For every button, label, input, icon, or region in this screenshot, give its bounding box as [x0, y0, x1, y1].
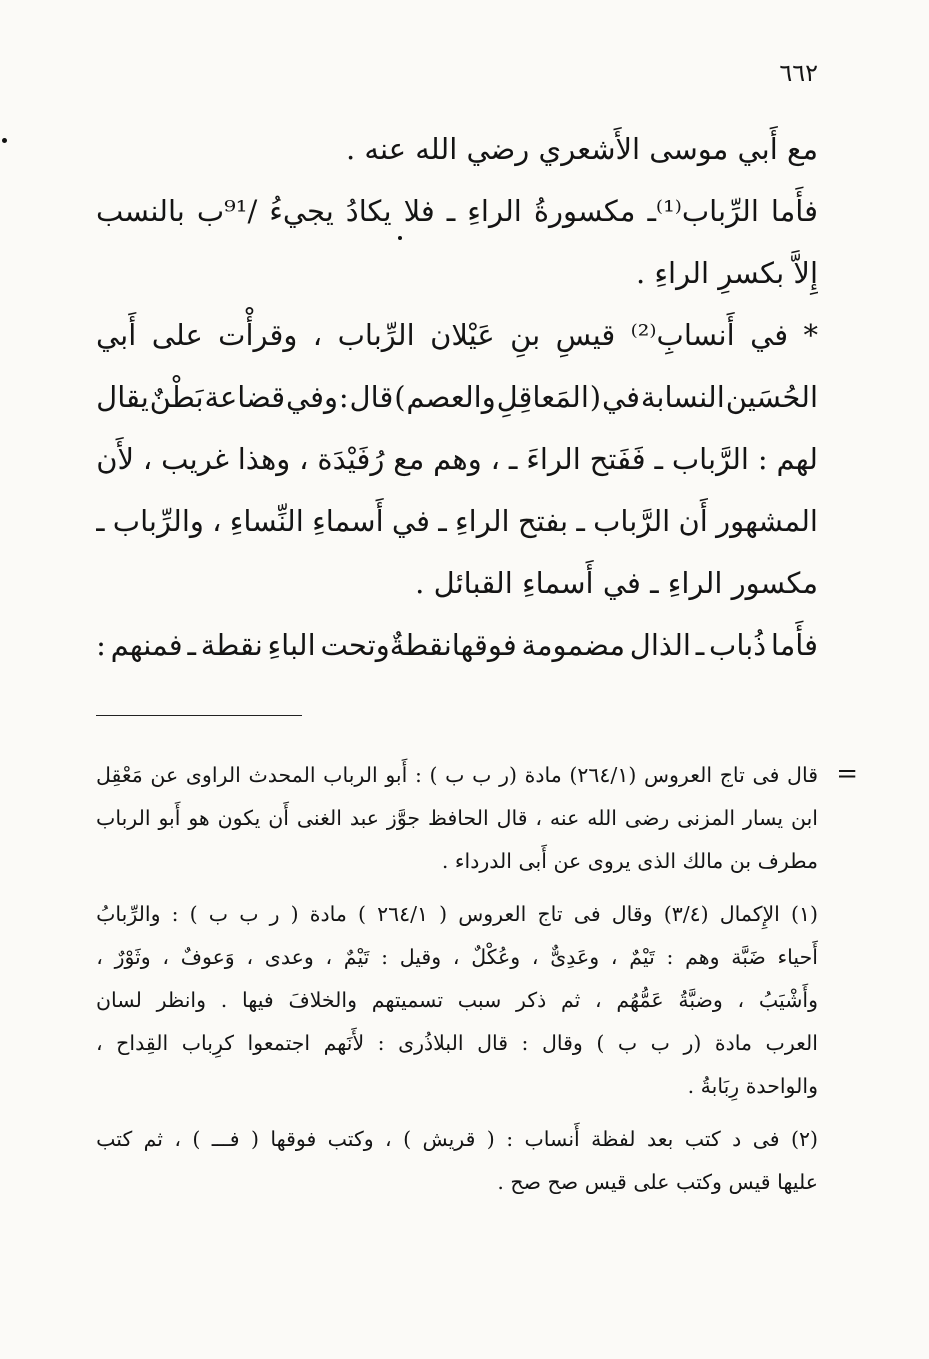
word: : — [381, 944, 388, 969]
word: ـ — [695, 628, 705, 662]
word: (ر — [499, 762, 517, 787]
word: (٢) — [790, 1126, 818, 1151]
word: . — [220, 987, 228, 1012]
word: ، — [452, 944, 460, 969]
word: ـ — [576, 504, 585, 538]
word: وهم — [433, 442, 482, 476]
word: ، — [212, 504, 222, 538]
word: الحافظ — [427, 805, 489, 830]
word: ـ — [446, 194, 456, 228]
main-line — [96, 304, 818, 366]
word: كتب — [96, 1126, 133, 1151]
word: يقال — [96, 380, 149, 414]
word: والرِّبابُ — [96, 901, 161, 926]
word: ـ — [508, 442, 518, 476]
word: المَعاقِلِ — [496, 380, 589, 414]
word: : — [414, 762, 422, 787]
word: فمنهم — [110, 628, 183, 662]
word: ، — [535, 805, 543, 830]
word: مادة — [309, 901, 347, 926]
word: وقيل — [399, 944, 442, 969]
word: عن — [150, 762, 179, 787]
word: * — [803, 318, 818, 352]
word: الرباب — [323, 762, 378, 787]
word: فى — [752, 1126, 780, 1151]
main-line: مع أَبي موسى الأَشعري رضي الله عنه . — [345, 132, 818, 166]
word: الراءَ — [526, 442, 581, 476]
word: ٢٦٤/١ — [377, 901, 429, 926]
word: ، — [737, 987, 745, 1012]
word: أَحياء — [777, 944, 818, 969]
word: فـــ — [211, 1126, 240, 1151]
book-page — [96, 58, 858, 1338]
word: ب — [472, 762, 492, 787]
word: في — [601, 380, 640, 414]
word: النِّساءِ — [229, 504, 304, 538]
word: سبب — [457, 987, 502, 1012]
word: بنِ — [510, 318, 541, 352]
word: يكادُ — [345, 194, 392, 228]
word: ، — [96, 1030, 103, 1055]
main-line — [96, 180, 818, 242]
word: أَن — [268, 805, 289, 830]
word: العرب — [765, 1030, 818, 1055]
word: فأَما — [770, 628, 818, 662]
word: ذكر — [516, 987, 547, 1012]
word: عنه — [549, 805, 580, 830]
word: : — [377, 1030, 385, 1055]
word: ، — [312, 318, 323, 352]
word: ، — [142, 442, 153, 476]
word: تَيْمٌ — [629, 944, 655, 969]
word: مكسورةُ — [533, 194, 636, 228]
word: : — [506, 1126, 514, 1151]
footnote-line — [96, 1021, 818, 1064]
main-line — [96, 490, 818, 552]
word: أَبو — [385, 762, 408, 787]
word: ب — [445, 762, 465, 787]
word: وانظر — [156, 987, 207, 1012]
word: ب — [208, 901, 229, 926]
word: ، — [610, 944, 618, 969]
word: ، — [299, 442, 309, 476]
word: الراءِ — [467, 194, 522, 228]
word: ب — [617, 1030, 638, 1055]
word: في — [750, 318, 789, 352]
word: أَبو — [158, 805, 181, 830]
word: النسابة — [640, 380, 725, 414]
word: ) — [403, 1126, 412, 1151]
word: بفتح — [517, 504, 569, 538]
word: رُفَيْدَة — [317, 442, 385, 476]
word: وثَوْرٌ — [114, 944, 151, 969]
word: والرِّباب — [112, 504, 204, 538]
word: الرِّباب — [337, 318, 415, 352]
word: ، — [96, 944, 103, 969]
main-text — [96, 118, 818, 676]
word: يجيءُ — [269, 194, 334, 228]
main-line: مكسور الراءِ ـ في أَسماءِ القبائل . — [415, 566, 818, 600]
footnote-line — [96, 935, 818, 978]
word: يكون — [217, 805, 261, 830]
word: ، — [174, 1126, 181, 1151]
main-line — [96, 366, 818, 428]
word: الرَّباب — [593, 504, 671, 538]
word: وعدى — [264, 944, 314, 969]
word: والخلافَ — [288, 987, 357, 1012]
word: لهم — [776, 442, 818, 476]
word: ـ — [96, 504, 105, 538]
word: وقال — [611, 901, 653, 926]
word: ب — [239, 901, 259, 926]
margin-dot — [2, 138, 7, 143]
word: قال — [496, 805, 528, 830]
word: قال — [349, 380, 394, 414]
word: المشهور — [716, 504, 818, 538]
word: تاج — [719, 762, 745, 787]
word: ابن — [790, 805, 818, 830]
page-number: ٦٦٢ — [779, 59, 818, 87]
word: نقطة — [200, 628, 263, 662]
word: ضَبَّة — [731, 944, 766, 969]
word: المزنى — [677, 805, 736, 830]
word: مع — [393, 442, 425, 476]
word: المحدث — [248, 762, 316, 787]
word: وعَدِىٌّ — [550, 944, 600, 969]
word: ثم — [143, 1126, 163, 1151]
word: يسار — [742, 805, 784, 830]
word: الذال — [629, 628, 691, 662]
word: وكتب — [327, 1126, 374, 1151]
word: د — [732, 1126, 742, 1151]
word: قريش — [422, 1126, 476, 1151]
word: مادة — [714, 1030, 753, 1055]
word: ، — [595, 987, 602, 1012]
word: جوَّز — [386, 805, 421, 830]
word: عَيْلان — [430, 318, 495, 352]
word: ) — [357, 901, 366, 926]
word: /⁹¹ب — [196, 194, 258, 228]
word: ب — [650, 1030, 670, 1055]
word: وأَشْيَبُ — [758, 987, 818, 1012]
word: بَطْنٌ — [149, 380, 204, 414]
footnote-line: والواحدة رِبَابةُ . — [687, 1073, 818, 1098]
word: مادة — [524, 762, 562, 787]
word: ( — [439, 901, 448, 926]
footnotes — [96, 753, 858, 1203]
footnote-line — [96, 753, 818, 796]
word: : — [521, 1030, 529, 1055]
word: قال — [787, 762, 818, 787]
word: ، — [385, 1126, 392, 1151]
word: قضاعة — [204, 380, 286, 414]
word: ـ — [654, 442, 664, 476]
word: تسميتهم — [371, 987, 444, 1012]
word: العروس — [458, 901, 527, 926]
word: وَعوفٌ — [180, 944, 235, 969]
word: أَسماءِ — [312, 504, 384, 538]
word: الرباب — [96, 805, 151, 830]
footnote-divider — [96, 715, 302, 716]
word: : — [338, 380, 349, 414]
word: الإِكمال — [719, 901, 780, 926]
word: ( — [290, 901, 299, 926]
word: فوقهانقطةٌوتحت — [320, 628, 517, 662]
word: الراءِ — [455, 504, 510, 538]
word: فَفَتح — [589, 442, 646, 476]
word: لفظة — [591, 1126, 636, 1151]
word: وقرأْت — [218, 318, 298, 352]
word: قال — [477, 1030, 509, 1055]
word: : — [666, 944, 674, 969]
word: الله — [587, 805, 617, 830]
word: فأَما — [770, 194, 818, 228]
word: : — [757, 442, 768, 476]
word: اجتمعوا — [247, 1030, 311, 1055]
word: (٢٦٤/١) — [569, 762, 637, 787]
word: ثم — [560, 987, 581, 1012]
main-line — [96, 614, 818, 676]
word: مَعْقِل — [96, 762, 143, 787]
word: والعصم — [406, 380, 496, 414]
footnote-line: مطرف بن مالك الذى يروى عن أَبى الدرداء . — [441, 848, 818, 873]
word: كرِباب — [181, 1030, 235, 1055]
word: تَيْمٌ — [343, 944, 370, 969]
word: ـ — [438, 504, 447, 538]
word: العروس — [643, 762, 713, 787]
main-line: إِلاَّ بكسرِ الراءِ . — [635, 256, 818, 290]
footnote-line — [96, 1117, 818, 1160]
word: فى — [573, 901, 601, 926]
word: أَنساب — [524, 1126, 580, 1151]
word: قيسِ — [555, 318, 616, 352]
word: ) — [394, 380, 406, 414]
word: لأَن — [96, 442, 135, 476]
word: القِداح — [116, 1030, 169, 1055]
word: فى — [752, 762, 780, 787]
word: هو — [188, 805, 210, 830]
word: الباءِ — [267, 628, 316, 662]
word: ر — [269, 901, 280, 926]
word: ) — [596, 1030, 605, 1055]
word: ، — [490, 442, 500, 476]
word: الرِّباب⁽¹⁾ـ — [647, 194, 759, 228]
word: ـ — [187, 628, 196, 662]
word: (٣/٤) — [663, 901, 709, 926]
word: فوقها — [270, 1126, 317, 1151]
word: الحُسَين — [725, 380, 818, 414]
word: فلا — [403, 194, 435, 228]
word: عبد — [349, 805, 380, 830]
word: ، — [246, 944, 254, 969]
word: البلاذُرى — [398, 1030, 464, 1055]
footnote-line: عليها قيس وكتب على قيس صح صح . — [497, 1169, 818, 1194]
word: : — [171, 901, 179, 926]
word: ( — [251, 1126, 259, 1151]
word: وهم — [685, 944, 720, 969]
word: ، — [531, 944, 539, 969]
word: ) — [429, 762, 438, 787]
word: (١) — [790, 901, 818, 926]
word: في — [391, 504, 430, 538]
word: أَنسابِ⁽²⁾ — [630, 318, 735, 352]
word: بعد — [646, 1126, 674, 1151]
footnote-line — [96, 796, 818, 839]
word: بالنسب — [96, 194, 185, 228]
word: أَن — [678, 504, 708, 538]
word: عَمُّهُم — [616, 987, 664, 1012]
main-line — [96, 428, 818, 490]
word: (ر — [683, 1030, 702, 1055]
word: وفي — [286, 380, 339, 414]
word: لأَنَهم — [323, 1030, 365, 1055]
word: الراوى — [185, 762, 241, 787]
word: وقال — [541, 1030, 583, 1055]
word: وعُكْلٌ — [471, 944, 521, 969]
word: ) — [189, 901, 198, 926]
word: ، — [162, 944, 170, 969]
footnote-line — [96, 892, 818, 935]
word: رضى — [624, 805, 670, 830]
word: الرَّباب — [671, 442, 749, 476]
word: مضمومة — [521, 628, 625, 662]
word: أَبي — [96, 318, 137, 352]
word: تاج — [537, 901, 563, 926]
continuation-mark: = — [836, 759, 858, 789]
word: ، — [325, 944, 333, 969]
word: على — [151, 318, 203, 352]
word: الغنى — [296, 805, 342, 830]
word: وضبَّةُ — [678, 987, 723, 1012]
word: غريب — [161, 442, 229, 476]
word: وهذا — [237, 442, 291, 476]
word: فيها — [242, 987, 274, 1012]
word: لسان — [96, 987, 142, 1012]
word: ذُباب — [709, 628, 767, 662]
word: ( — [486, 1126, 495, 1151]
word: كتب — [684, 1126, 721, 1151]
footnote-line — [96, 978, 818, 1021]
word: ) — [192, 1126, 201, 1151]
word: ( — [589, 380, 602, 414]
word: : — [96, 628, 106, 662]
